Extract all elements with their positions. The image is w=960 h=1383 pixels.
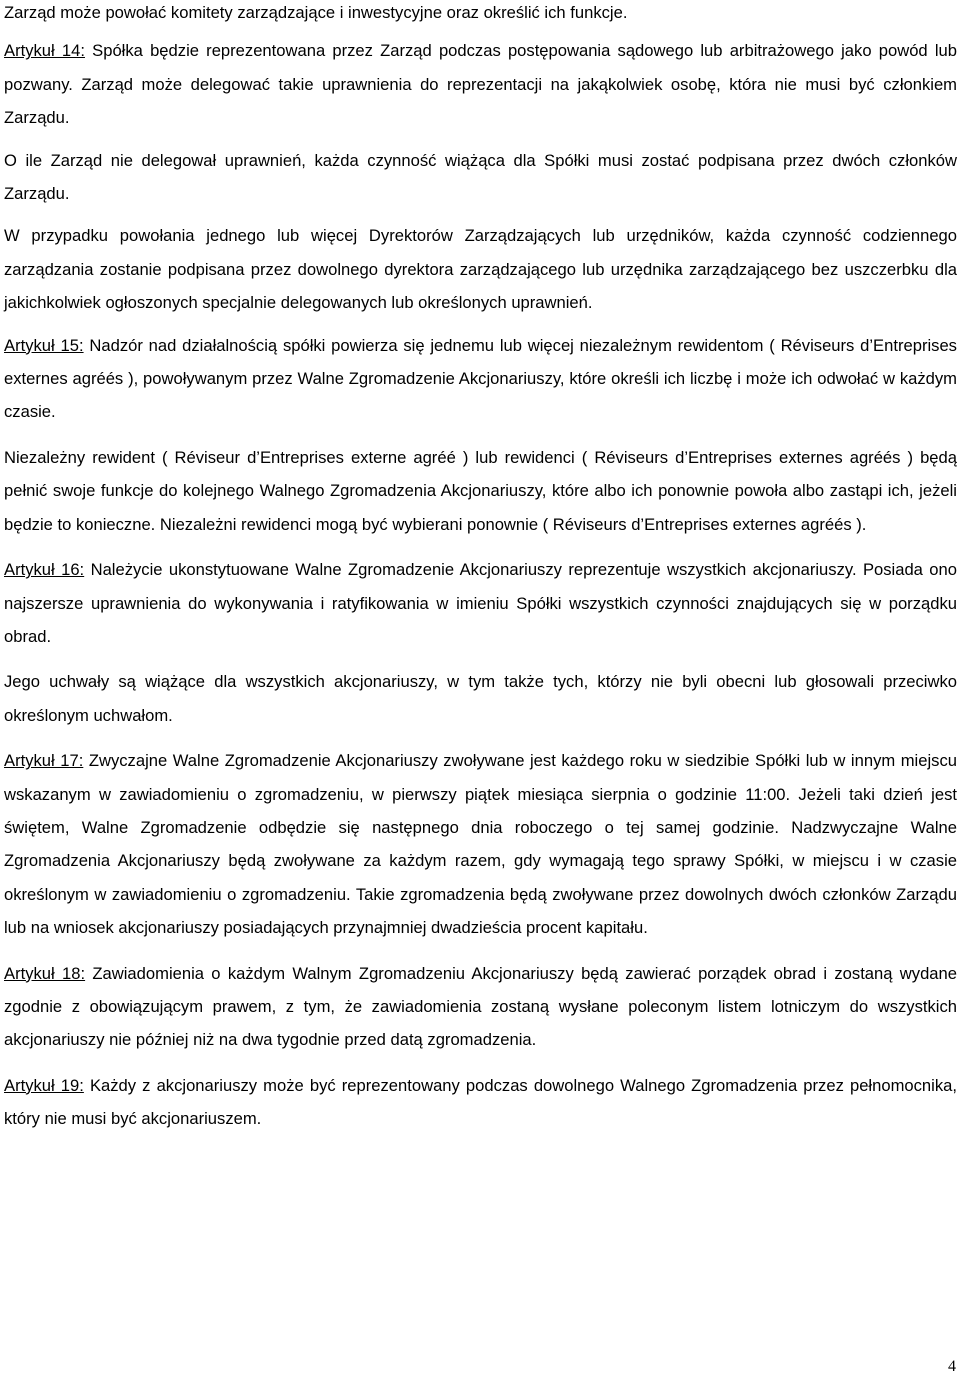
article-label: Artykuł 15: — [4, 335, 84, 355]
paragraph-text: O ile Zarząd nie delegował uprawnień, każda czynność wiążąca dla Spółki musi zostać podpisana przez dwóch członków Zarządu. — [4, 150, 957, 204]
article-label: Artykuł 16: — [4, 560, 85, 580]
document-page — [4, 0, 957, 1136]
paragraph-text: Niezależny rewident ( Réviseur d’Entreprises externe agréé ) lub rewidenci ( Réviseurs d’Entreprises externes agréés ) będą pełnić swoje funkcje do kolejnego Walnego Zgromadzenia Akcjonariuszy, które albo ich ponownie powoła albo zastąpi ich, jeżeli będzie to konieczne. Niezależni rewidenci mogą być wybierani ponownie ( Réviseurs d’Entreprises externes agréés ). — [4, 447, 957, 534]
paragraph-article-14 — [4, 34, 957, 134]
paragraph-article-16 — [4, 553, 957, 653]
paragraph-text: Należycie ukonstytuowane Walne Zgromadzenie Akcjonariuszy reprezentuje wszystkich akcjonariuszy. Posiada ono najszersze uprawnienia do wykonywania i ratyfikowania w imieniu Spółki wszystkich czynności znajdujących się w porządku obrad. — [4, 560, 957, 646]
paragraph-article-17 — [4, 744, 957, 944]
article-label: Artykuł 18: — [4, 963, 86, 983]
paragraph-resolutions-binding — [4, 665, 957, 732]
paragraph-text: Zarząd może powołać komitety zarządzające i inwestycyjne oraz określić ich funkcje. — [4, 3, 628, 22]
paragraph-board-committees — [4, 0, 957, 29]
page-number: 4 — [948, 1358, 956, 1375]
paragraph-text: Zawiadomienia o każdym Walnym Zgromadzeniu Akcjonariuszy będą zawierać porządek obrad i zostaną wydane zgodnie z obowiązującym prawem, z tym, że zawiadomienia zostaną wysłane poleconym listem lotniczym do wszystkich akcjonariuszy nie później niż na dwa tygodnie przed datą zgromadzenia. — [4, 963, 957, 1050]
paragraph-text: Nadzór nad działalnością spółki powierza się jednemu lub więcej niezależnym rewidentom ( Réviseurs d’Entreprises externes agréés ), powoływanym przez Walne Zgromadzenie Akcjonariuszy, które określi ich liczbę i może ich odwołać w każdym czasie. — [4, 335, 957, 422]
paragraph-article-19 — [4, 1069, 957, 1136]
paragraph-text: Jego uchwały są wiążące dla wszystkich akcjonariuszy, w tym także tych, którzy nie byli obecni lub głosowali przeciwko określonym uchwałom. — [4, 672, 957, 725]
paragraph-signature-rule — [4, 144, 957, 211]
paragraph-article-15 — [4, 329, 957, 429]
paragraph-independent-auditor — [4, 441, 957, 541]
paragraph-managing-directors — [4, 219, 957, 319]
article-label: Artykuł 19: — [4, 1075, 84, 1095]
paragraph-text: W przypadku powołania jednego lub więcej Dyrektorów Zarządzających lub urzędników, każda czynność codziennego zarządzania zostanie podpisana przez dowolnego dyrektora zarządzającego lub urzędnika zarządzającego bez uszczerbku dla jakichkolwiek ogłoszonych specjalnie delegowanych lub określonych uprawnień. — [4, 226, 957, 313]
paragraph-text: Każdy z akcjonariuszy może być reprezentowany podczas dowolnego Walnego Zgromadzenia przez pełnomocnika, który nie musi być akcjonariuszem. — [4, 1075, 957, 1129]
paragraph-text: Zwyczajne Walne Zgromadzenie Akcjonariuszy zwoływane jest każdego roku w siedzibie Spółki lub w innym miejscu wskazanym w zawiadomieniu o zgromadzeniu, w pierwszy piątek miesiąca sierpnia o godzinie 11:00. Jeżeli taki dzień jest świętem, Walne Zgromadzenie odbędzie się następnego dnia roboczego o tej samej godzinie. Nadzwyczajne Walne Zgromadzenia Akcjonariuszy będą zwoływane za każdym razem, gdy wymagają tego sprawy Spółki, w miejscu i w czasie określonym w zawiadomieniu o zgromadzeniu. Takie zgromadzenia będą zwoływane przez dowolnych dwóch członków Zarządu lub na wniosek akcjonariuszy posiadających przynajmniej dwadzieścia procent kapitału. — [4, 751, 957, 938]
paragraph-article-18 — [4, 957, 957, 1057]
article-label: Artykuł 14: — [4, 41, 85, 61]
paragraph-text: Spółka będzie reprezentowana przez Zarząd podczas postępowania sądowego lub arbitrażowego jako powód lub pozwany. Zarząd może delegować takie uprawnienia do reprezentacji na jakąkolwiek osobę, która nie musi być członkiem Zarządu. — [4, 41, 957, 128]
article-label: Artykuł 17: — [4, 751, 84, 771]
